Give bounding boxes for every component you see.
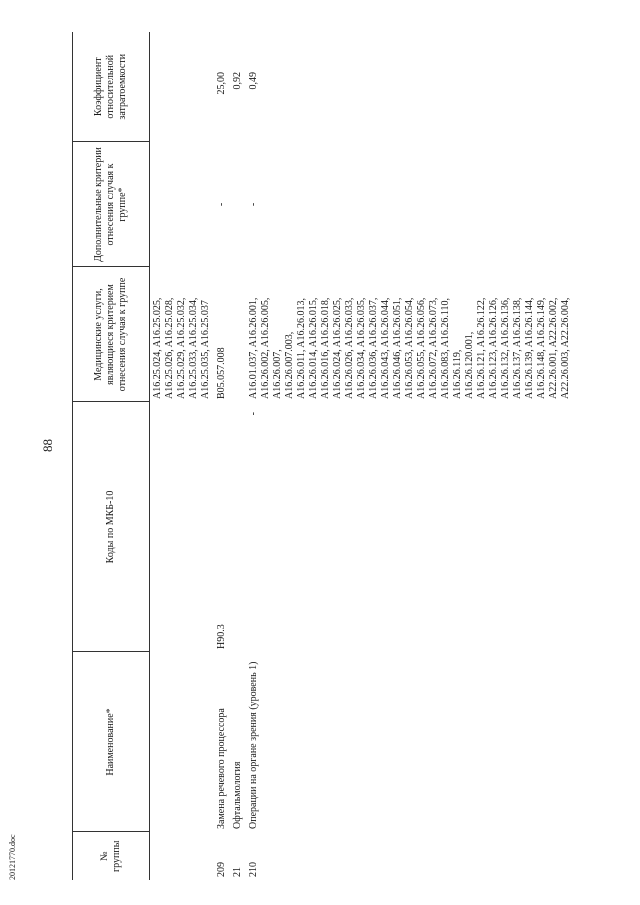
- cell-services: A16.01.037, A16.26.001, A16.26.002, A16.26.005, A16.26.007, A16.26.007.003, A16.26.011, A16.26.013, A16.26.014, A16.26.015, A16.26.016, A16.26.018, A16.26.024, A16.26.025, A16.26.026, A16.26.033, A16.26.034, A16.26.035, A16.26.036, A16.26.037, A16.26.043, A16.26.044, A16.26.046, A16.26.051, A16.26.053, A16.26.054, A16.26.055, A16.26.056, A16.26.072, A16.26.073, A16.26.083, A16.26.110, A16.26.119, A16.26.120.001, A16.26.121, A16.26.122, A16.26.123, A16.26.126, A16.26.132, A16.26.136, A16.26.137, A16.26.138, A16.26.139, A16.26.144, A16.26.148, A16.26.149, A22.26.001, A22.26.002, A22.26.003, A22.26.004,: [248, 297, 571, 399]
- header-icd-codes: Коды по МКБ-10: [73, 402, 150, 652]
- cell-coefficient: 0,49: [248, 72, 259, 90]
- cell-services: [230, 267, 246, 402]
- document-filename: 20121770.doc: [8, 834, 17, 880]
- cell-services: B05.057.008: [216, 347, 227, 399]
- header-extra-criteria: Дополнительные критерии отнесения случая к группе*: [73, 142, 150, 267]
- cell-name: [150, 652, 215, 832]
- cell-coefficient: 25,00: [216, 72, 227, 95]
- medical-groups-table: [72, 32, 574, 880]
- table-row: [246, 32, 574, 880]
- table-row: [150, 32, 215, 880]
- cell-extra: -: [248, 202, 259, 207]
- cell-group-number: 209: [216, 862, 227, 877]
- rotated-table-sheet: [72, 32, 571, 880]
- table-header-row: [73, 32, 150, 880]
- header-services: Медицинские услуги, являющиеся критерием отнесения случая к группе: [73, 267, 150, 402]
- cell-name: Операции на органе зрения (уровень 1): [248, 661, 259, 829]
- cell-name: Замена речевого процессора: [216, 708, 227, 829]
- header-group-number: № группы: [73, 832, 150, 880]
- cell-name: Офтальмология: [232, 761, 243, 829]
- cell-icd: -: [248, 412, 259, 416]
- table-row: [214, 32, 230, 880]
- cell-group-number: [150, 832, 215, 880]
- cell-icd: [230, 402, 246, 652]
- cell-extra: [150, 142, 215, 267]
- header-name: Наименование*: [73, 652, 150, 832]
- page-number: 88: [40, 439, 55, 452]
- cell-icd: [150, 402, 215, 652]
- cell-coefficient: [150, 32, 215, 142]
- cell-extra: -: [216, 202, 227, 207]
- header-coefficient: Коэффициент относительной затратоемкости: [73, 32, 150, 142]
- cell-services: A16.25.024, A16.25.025, A16.25.026, A16.25.028, A16.25.029, A16.25.032, A16.25.033, A16.25.034, A16.25.035, A16.25.037: [152, 297, 211, 399]
- cell-extra: [230, 142, 246, 267]
- cell-group-number: 21: [232, 867, 243, 877]
- cell-icd: H90.3: [216, 624, 227, 649]
- cell-coefficient: 0,92: [232, 72, 243, 90]
- cell-group-number: 210: [248, 862, 259, 877]
- table-row: [230, 32, 246, 880]
